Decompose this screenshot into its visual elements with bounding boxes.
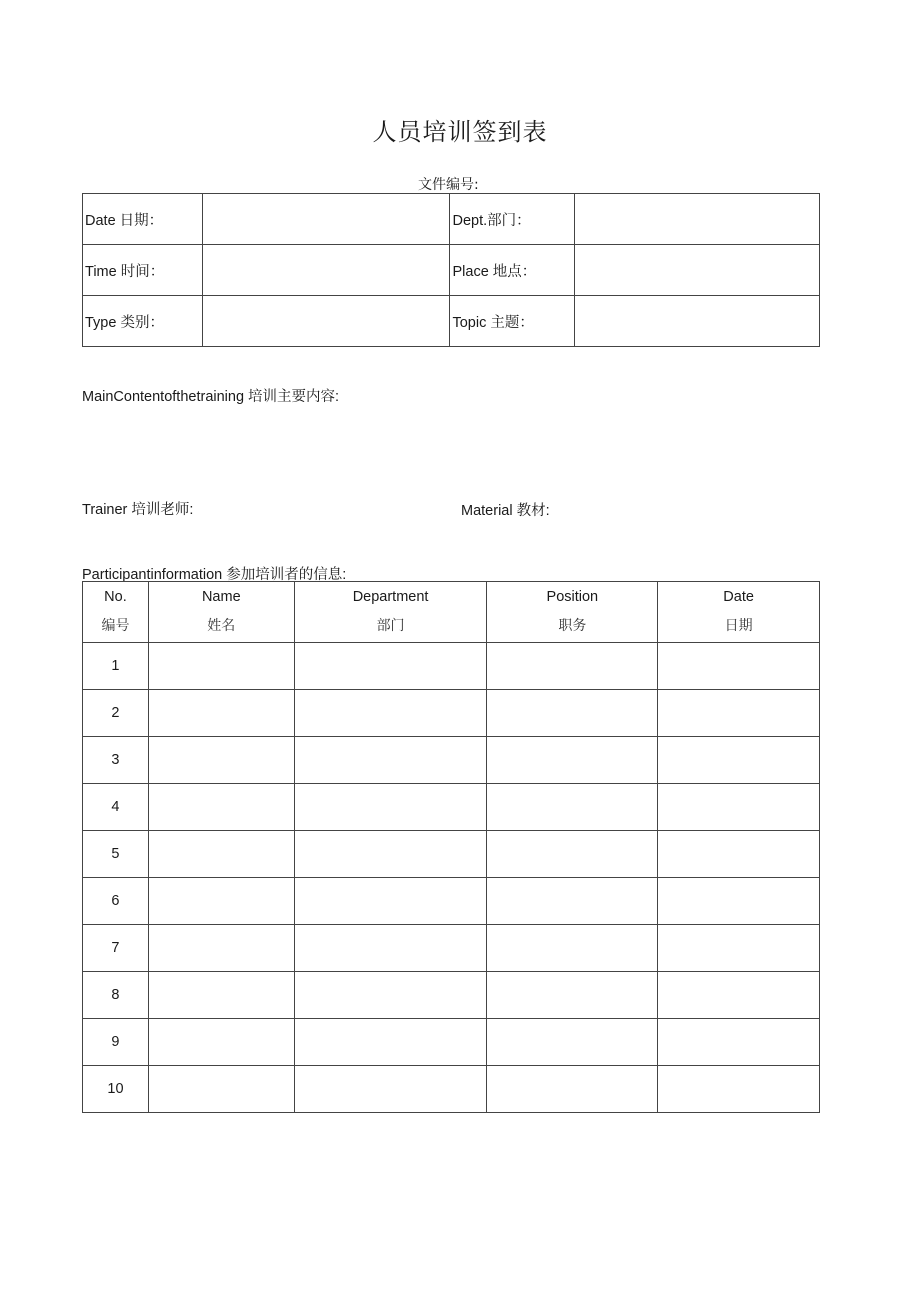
name-cell[interactable]: [148, 737, 294, 784]
place-field[interactable]: [575, 245, 820, 296]
date-cell[interactable]: [658, 878, 820, 925]
page-title: 人员培训签到表: [372, 118, 548, 146]
position-cell[interactable]: [487, 925, 658, 972]
position-cell[interactable]: [487, 643, 658, 690]
table-row: [83, 878, 820, 925]
table-row: [83, 737, 820, 784]
topic-label: Topic 主题：: [450, 296, 575, 347]
name-cell[interactable]: [148, 1019, 294, 1066]
header-department-en: Department: [352, 589, 429, 605]
header-name: [148, 582, 294, 643]
date-cell[interactable]: [658, 643, 820, 690]
table-row: [83, 1019, 820, 1066]
time-label: Time 时间：: [83, 245, 203, 296]
type-field[interactable]: [202, 296, 450, 347]
table-row: [83, 643, 820, 690]
position-cell[interactable]: [487, 972, 658, 1019]
participants-header-row: [83, 582, 820, 643]
date-label: Date 日期：: [83, 194, 203, 245]
participants-body: [83, 643, 820, 1113]
participants-label: Participantinformation 参加培训者的信息:: [82, 567, 347, 583]
name-cell[interactable]: [148, 972, 294, 1019]
position-cell[interactable]: [487, 737, 658, 784]
table-row: [83, 972, 820, 1019]
date-cell[interactable]: [658, 925, 820, 972]
date-cell[interactable]: [658, 690, 820, 737]
department-cell[interactable]: [294, 925, 487, 972]
info-table: [82, 193, 820, 347]
position-cell[interactable]: [487, 878, 658, 925]
row-number: 1: [83, 643, 149, 690]
name-cell[interactable]: [148, 831, 294, 878]
material-label: Material 教材:: [461, 503, 550, 519]
row-number: 10: [83, 1066, 149, 1113]
department-cell[interactable]: [294, 1066, 487, 1113]
type-label: Type 类别：: [83, 296, 203, 347]
table-row: [83, 784, 820, 831]
row-number: 7: [83, 925, 149, 972]
position-cell[interactable]: [487, 784, 658, 831]
header-no-en: No.: [104, 589, 127, 605]
name-cell[interactable]: [148, 643, 294, 690]
participants-table: [82, 581, 820, 1113]
department-cell[interactable]: [294, 831, 487, 878]
position-cell[interactable]: [487, 1019, 658, 1066]
date-cell[interactable]: [658, 1066, 820, 1113]
table-row: [83, 925, 820, 972]
department-cell[interactable]: [294, 1019, 487, 1066]
table-row: [83, 1066, 820, 1113]
name-cell[interactable]: [148, 925, 294, 972]
row-number: 9: [83, 1019, 149, 1066]
doc-number-label: 文件编号:: [418, 177, 479, 193]
name-cell[interactable]: [148, 784, 294, 831]
position-cell[interactable]: [487, 690, 658, 737]
table-row: [83, 690, 820, 737]
date-cell[interactable]: [658, 1019, 820, 1066]
header-name-en: Name: [201, 589, 241, 605]
position-cell[interactable]: [487, 1066, 658, 1113]
position-cell[interactable]: [487, 831, 658, 878]
date-cell[interactable]: [658, 784, 820, 831]
row-number: 5: [83, 831, 149, 878]
topic-field[interactable]: [575, 296, 820, 347]
header-department-zh: 部门: [376, 618, 405, 634]
row-number: 2: [83, 690, 149, 737]
row-number: 8: [83, 972, 149, 1019]
place-label: Place 地点：: [450, 245, 575, 296]
department-cell[interactable]: [294, 878, 487, 925]
date-field[interactable]: [202, 194, 450, 245]
header-no: [83, 582, 149, 643]
header-position: [487, 582, 658, 643]
department-cell[interactable]: [294, 643, 487, 690]
date-cell[interactable]: [658, 831, 820, 878]
header-position-zh: 职务: [558, 618, 587, 634]
info-row-date: [83, 194, 820, 245]
header-date-en: Date: [723, 589, 754, 605]
department-cell[interactable]: [294, 972, 487, 1019]
main-content-label: MainContentofthetraining 培训主要内容:: [82, 389, 340, 405]
name-cell[interactable]: [148, 878, 294, 925]
dept-field[interactable]: [575, 194, 820, 245]
department-cell[interactable]: [294, 784, 487, 831]
header-date-zh: 日期: [724, 618, 753, 634]
trainer-label: Trainer 培训老师:: [82, 502, 194, 518]
header-name-zh: 姓名: [207, 618, 236, 634]
department-cell[interactable]: [294, 690, 487, 737]
info-row-time: [83, 245, 820, 296]
row-number: 6: [83, 878, 149, 925]
header-department: [294, 582, 487, 643]
header-date: [658, 582, 820, 643]
row-number: 4: [83, 784, 149, 831]
header-position-en: Position: [546, 589, 599, 605]
row-number: 3: [83, 737, 149, 784]
header-no-zh: 编号: [101, 618, 130, 634]
info-row-type: [83, 296, 820, 347]
name-cell[interactable]: [148, 690, 294, 737]
table-row: [83, 831, 820, 878]
time-field[interactable]: [202, 245, 450, 296]
dept-label: Dept.部门：: [450, 194, 575, 245]
department-cell[interactable]: [294, 737, 487, 784]
date-cell[interactable]: [658, 972, 820, 1019]
date-cell[interactable]: [658, 737, 820, 784]
name-cell[interactable]: [148, 1066, 294, 1113]
